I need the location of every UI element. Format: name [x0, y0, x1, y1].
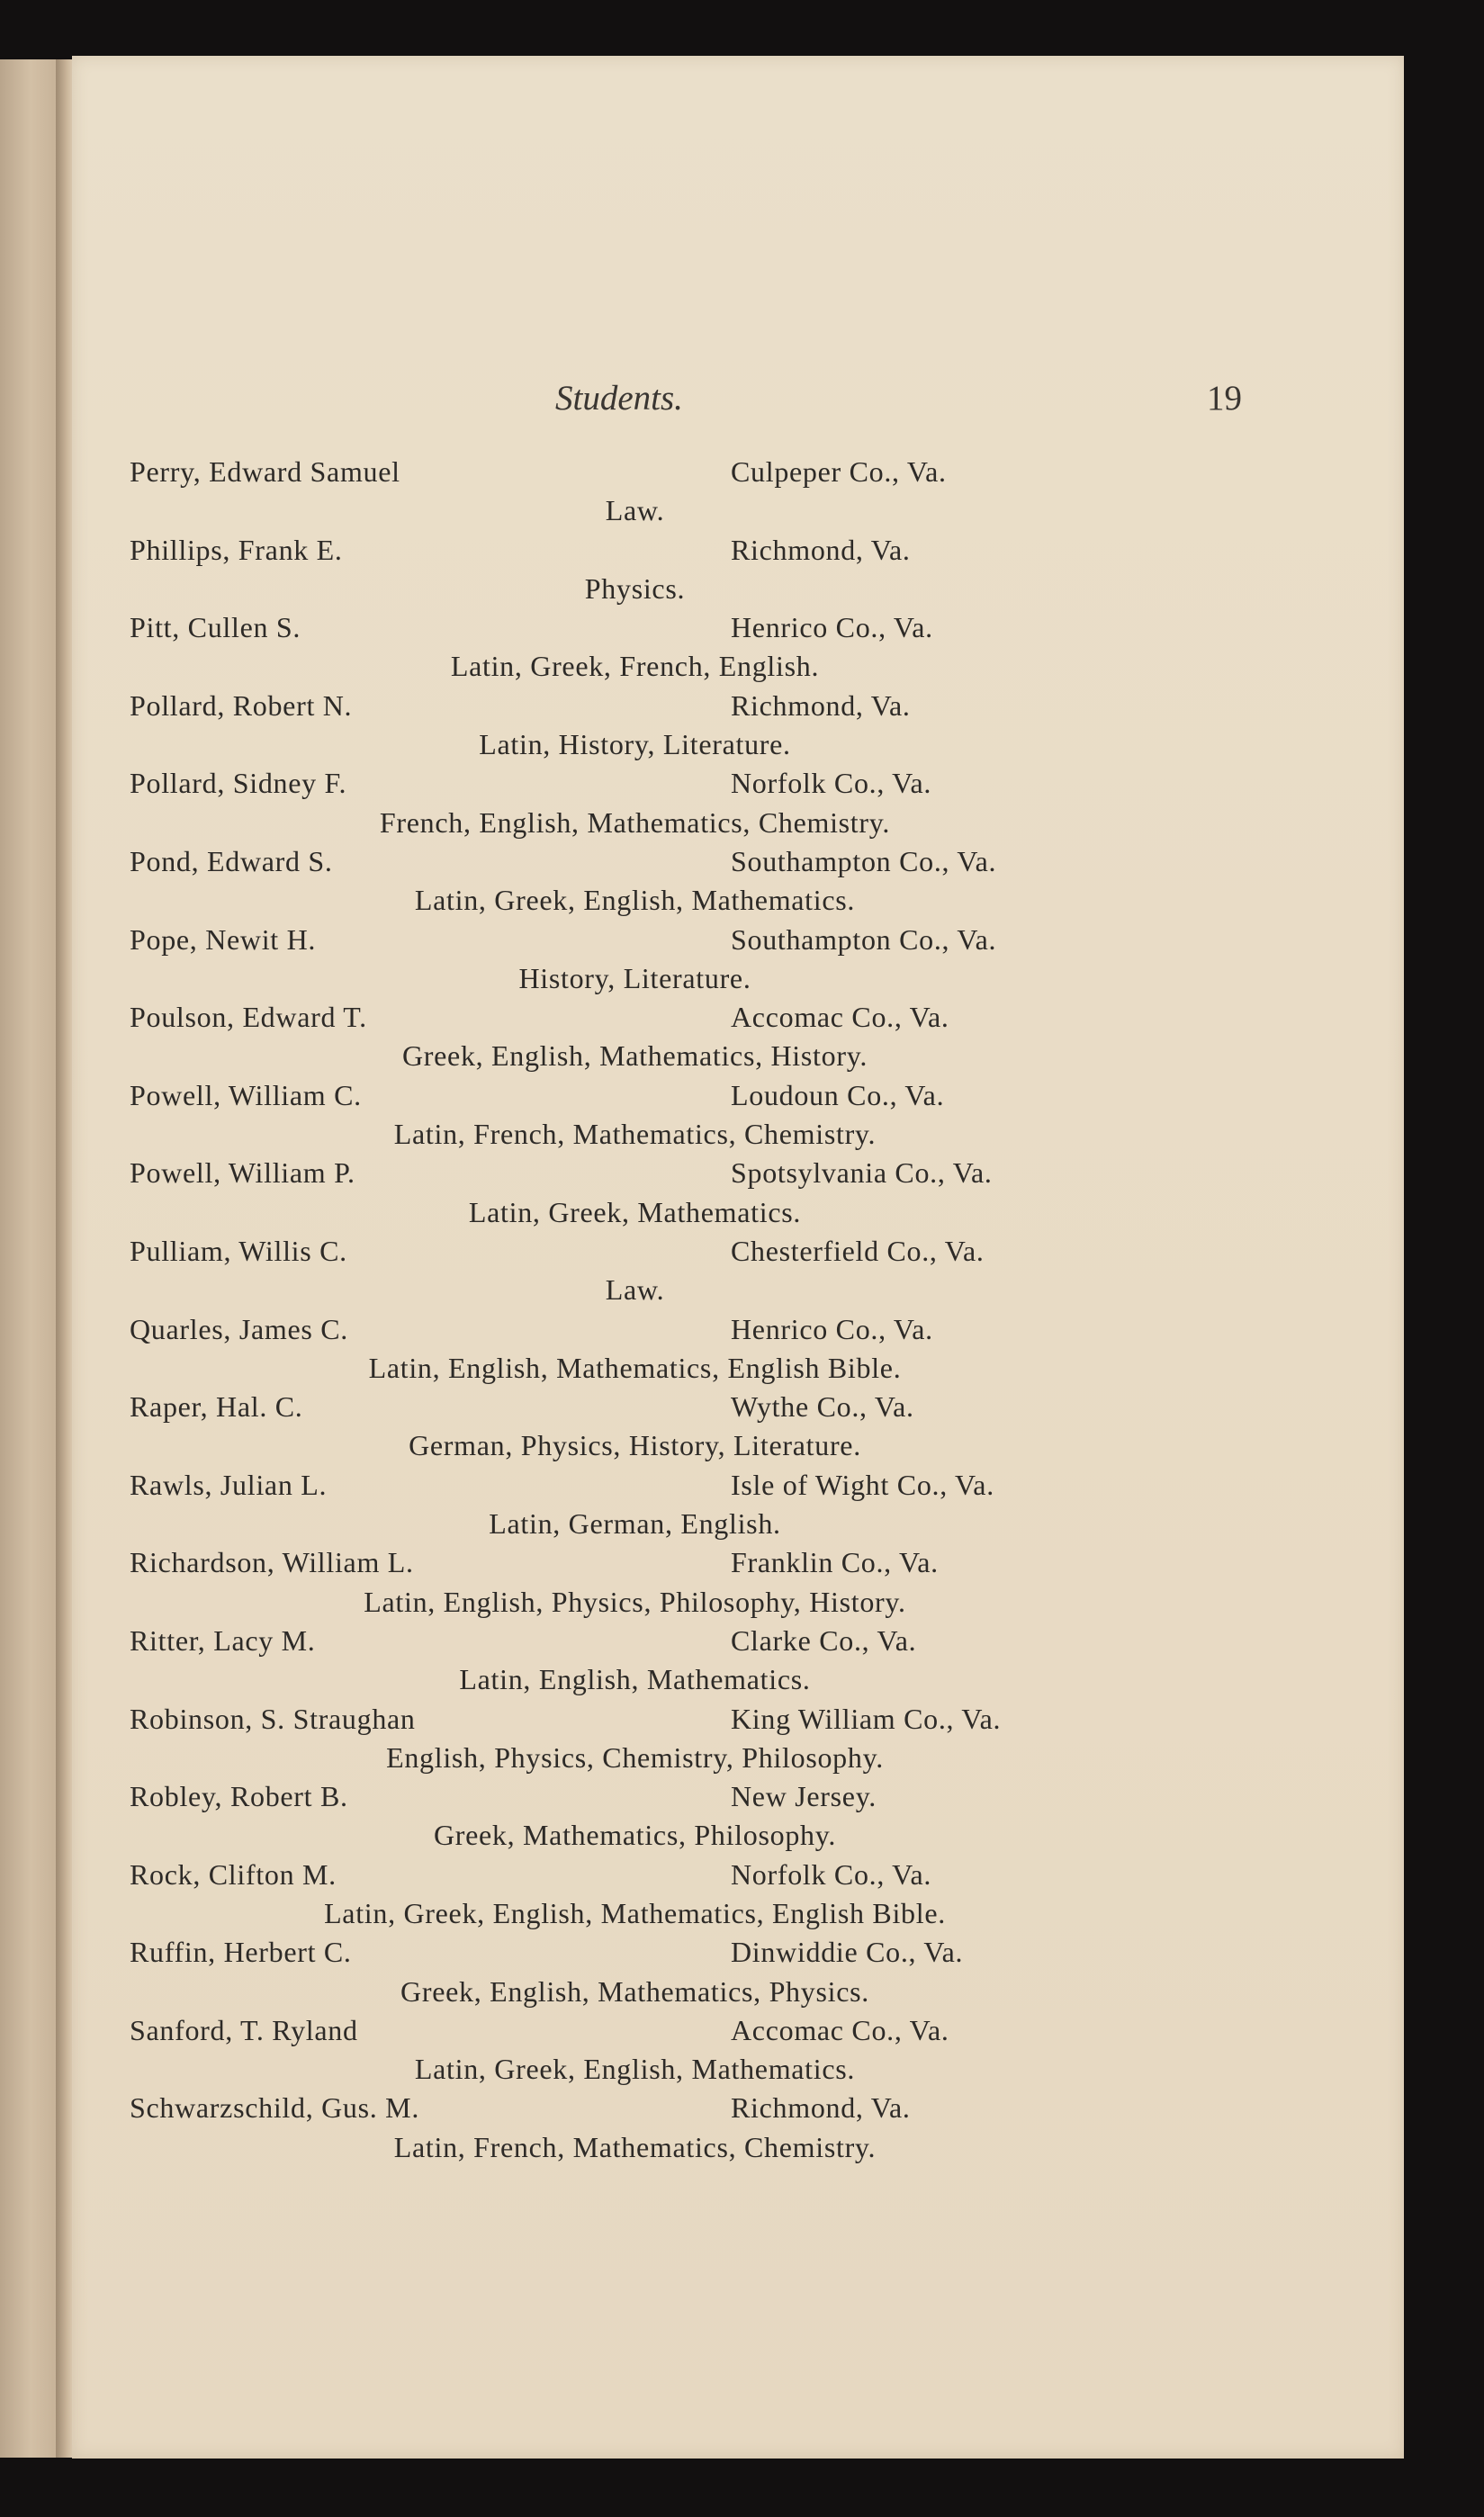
student-entry [130, 842, 1165, 921]
student-line [130, 1856, 1165, 1894]
student-residence: Loudoun Co., Va. [731, 1078, 945, 1111]
student-residence: Chesterfield Co., Va. [731, 1234, 985, 1267]
student-subjects: Latin, French, Mathematics, Chemistry. [393, 2130, 877, 2163]
student-subjects: Latin, French, Mathematics, Chemistry. [393, 1118, 877, 1151]
student-name: Richardson, William L. [130, 1546, 414, 1579]
student-residence: Henrico Co., Va. [731, 611, 933, 644]
student-line [130, 1076, 1165, 1115]
student-subjects: Latin, English, Mathematics. [459, 1663, 811, 1696]
student-line [130, 1543, 1165, 1582]
student-name: Ruffin, Herbert C. [130, 1936, 352, 1969]
student-line [130, 1933, 1165, 1972]
student-line [130, 1700, 1165, 1739]
student-entry [130, 1232, 1165, 1310]
student-line [130, 842, 1165, 881]
student-subjects: Greek, Mathematics, Philosophy. [433, 1819, 837, 1852]
student-entry [130, 608, 1165, 687]
student-entry [130, 764, 1165, 842]
student-name: Ritter, Lacy M. [130, 1623, 316, 1657]
student-subjects: History, Literature. [518, 961, 751, 994]
student-name: Schwarzschild, Gus. M. [130, 2091, 420, 2125]
student-name: Pitt, Cullen S. [130, 611, 301, 644]
student-name: Perry, Edward Samuel [130, 455, 400, 488]
student-line [130, 921, 1165, 959]
student-residence: Culpeper Co., Va. [731, 455, 947, 488]
student-subjects: Latin, Greek, English, Mathematics, English Bible. [324, 1896, 946, 1929]
student-residence: Isle of Wight Co., Va. [731, 1468, 994, 1501]
student-subjects: French, English, Mathematics, Chemistry. [379, 805, 891, 839]
student-subjects: Latin, German, English. [489, 1507, 781, 1541]
student-line [130, 2011, 1165, 2050]
student-name: Sanford, T. Ryland [130, 2013, 358, 2046]
student-name: Poulson, Edward T. [130, 1001, 367, 1034]
student-line [130, 1466, 1165, 1505]
student-entry [130, 998, 1165, 1076]
student-subjects: Latin, History, Literature. [479, 728, 791, 761]
student-entry [130, 1700, 1165, 1778]
student-line [130, 1622, 1165, 1660]
student-name: Pulliam, Willis C. [130, 1234, 347, 1267]
student-entry [130, 1543, 1165, 1622]
section-title: Students. [555, 379, 683, 418]
student-subjects: Greek, English, Mathematics, Physics. [400, 1974, 869, 2008]
student-residence: Southampton Co., Va. [731, 922, 997, 956]
student-entry [130, 531, 1165, 609]
student-name: Phillips, Frank E. [130, 533, 343, 566]
student-line [130, 1777, 1165, 1816]
student-subjects: Latin, English, Physics, Philosophy, History. [364, 1585, 906, 1618]
student-line [130, 531, 1165, 570]
student-subjects: Latin, Greek, English, Mathematics. [414, 884, 856, 917]
student-residence: Henrico Co., Va. [731, 1312, 933, 1345]
student-name: Powell, William P. [130, 1156, 355, 1190]
student-name: Pollard, Robert N. [130, 688, 353, 722]
adjacent-page-edge [0, 59, 56, 2458]
student-line [130, 1310, 1165, 1349]
student-name: Rock, Clifton M. [130, 1857, 337, 1891]
student-residence: Franklin Co., Va. [731, 1546, 939, 1579]
student-subjects: German, Physics, History, Literature. [409, 1429, 861, 1462]
student-subjects: English, Physics, Chemistry, Philosophy. [386, 1740, 884, 1774]
student-residence: Accomac Co., Va. [731, 2013, 949, 2046]
student-entry [130, 1310, 1165, 1389]
student-line [130, 608, 1165, 647]
student-name: Pollard, Sidney F. [130, 767, 347, 800]
student-line [130, 1388, 1165, 1426]
student-entry [130, 2011, 1165, 2090]
student-name: Robley, Robert B. [130, 1780, 348, 1813]
student-residence: Accomac Co., Va. [731, 1001, 949, 1034]
student-residence: New Jersey. [731, 1780, 877, 1813]
student-entry [130, 1466, 1165, 1544]
student-entry [130, 1388, 1165, 1466]
student-residence: King William Co., Va. [731, 1702, 1002, 1735]
student-entry [130, 1076, 1165, 1155]
student-entry [130, 1622, 1165, 1700]
student-subjects: Physics. [584, 571, 686, 605]
student-line [130, 764, 1165, 803]
student-residence: Norfolk Co., Va. [731, 767, 932, 800]
student-subjects: Law. [605, 1273, 665, 1307]
student-subjects: Latin, English, Mathematics, English Bible. [368, 1351, 902, 1384]
student-entry [130, 921, 1165, 999]
page-number: 19 [1207, 379, 1242, 418]
student-residence: Richmond, Va. [731, 2091, 911, 2125]
student-residence: Southampton Co., Va. [731, 844, 997, 877]
student-list [130, 453, 1165, 2167]
student-entry [130, 2089, 1165, 2167]
student-residence: Dinwiddie Co., Va. [731, 1936, 964, 1969]
book-page [72, 56, 1404, 2459]
student-name: Powell, William C. [130, 1078, 362, 1111]
student-name: Quarles, James C. [130, 1312, 348, 1345]
student-residence: Richmond, Va. [731, 533, 911, 566]
student-name: Robinson, S. Straughan [130, 1702, 416, 1735]
student-entry [130, 1933, 1165, 2011]
student-line [130, 453, 1165, 491]
student-name: Pope, Newit H. [130, 922, 317, 956]
student-line [130, 1154, 1165, 1192]
student-entry [130, 1154, 1165, 1232]
student-residence: Wythe Co., Va. [731, 1390, 914, 1424]
student-line [130, 1232, 1165, 1271]
student-subjects: Greek, English, Mathematics, History. [401, 1039, 868, 1073]
student-subjects: Law. [605, 494, 665, 527]
student-line [130, 687, 1165, 725]
student-name: Raper, Hal. C. [130, 1390, 303, 1424]
student-subjects: Latin, Greek, Mathematics. [468, 1195, 802, 1228]
student-residence: Spotsylvania Co., Va. [731, 1156, 993, 1190]
student-name: Pond, Edward S. [130, 844, 333, 877]
student-entry [130, 453, 1165, 531]
student-residence: Norfolk Co., Va. [731, 1857, 932, 1891]
student-entry [130, 1777, 1165, 1856]
student-residence: Richmond, Va. [731, 688, 911, 722]
student-name: Rawls, Julian L. [130, 1468, 328, 1501]
student-entry [130, 687, 1165, 765]
student-line [130, 2089, 1165, 2127]
student-subjects: Latin, Greek, English, Mathematics. [414, 2053, 856, 2086]
student-subjects: Latin, Greek, French, English. [450, 650, 820, 683]
student-entry [130, 1856, 1165, 1934]
running-head [72, 378, 1404, 423]
student-line [130, 998, 1165, 1037]
student-residence: Clarke Co., Va. [731, 1623, 917, 1657]
